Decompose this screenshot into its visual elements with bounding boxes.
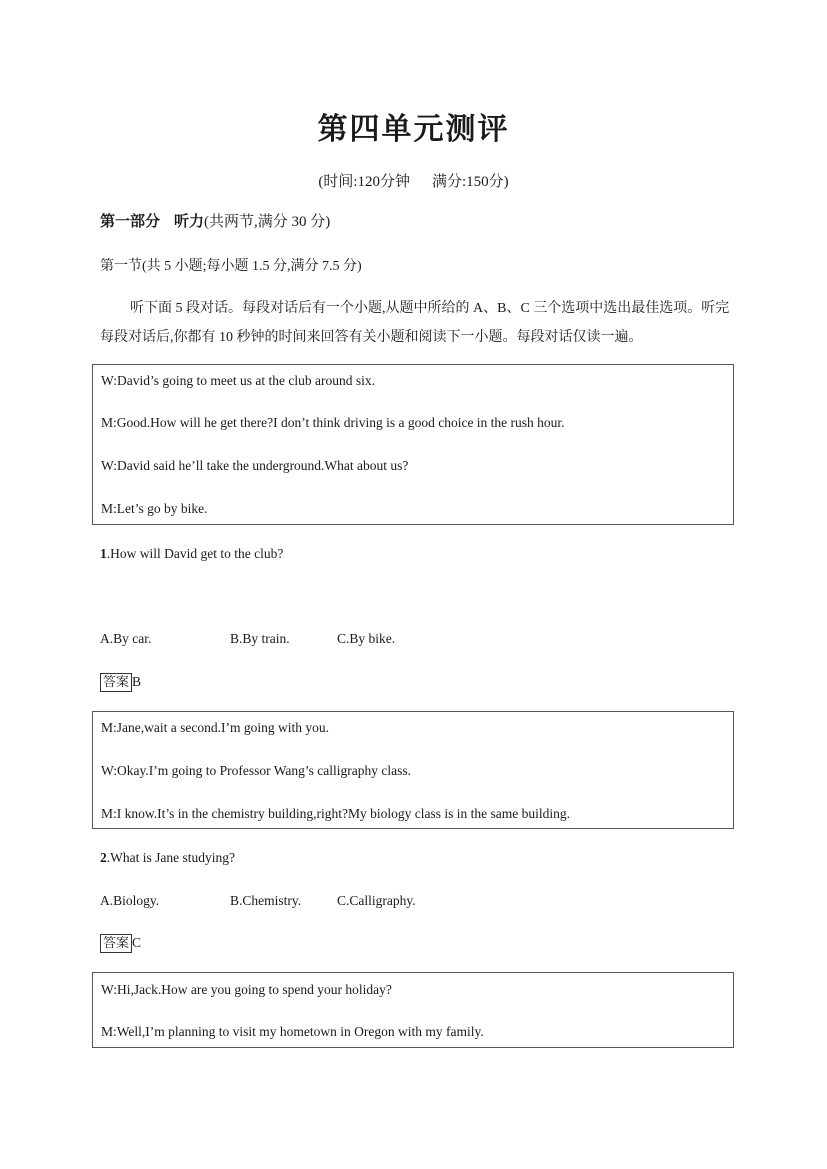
question-text: .How will David get to the club?	[106, 546, 284, 561]
section-heading: 第一节(共 5 小题;每小题 1.5 分,满分 7.5 分)	[100, 259, 362, 274]
answer-2	[100, 934, 141, 953]
option-b: B.By train.	[230, 631, 290, 646]
page-title: 第四单元测评	[317, 112, 510, 147]
dialog-line: M:Jane,wait a second.I’m going with you.	[101, 720, 329, 735]
dialog-line: W:David said he’ll take the underground.What about us?	[101, 458, 409, 473]
option-a: A.Biology.	[100, 893, 160, 908]
section-instructions: 听下面 5 段对话。每段对话后有一个小题,从题中所给的 A、B、C 三个选项中选出最佳选项。听完每段对话后,你都有 10 秒钟的时间来回答有关小题和阅读下一小题。每段对话仅读一遍。	[100, 301, 730, 345]
dialog-box-3	[92, 972, 734, 1048]
dialog-line: M:Let’s go by bike.	[101, 501, 208, 516]
exam-score: 满分:150分)	[432, 174, 509, 190]
dialog-line: W:Okay.I’m going to Professor Wang’s calligraphy class.	[101, 763, 411, 778]
question-number: 2	[100, 850, 107, 865]
dialog-line: M:Well,I’m planning to visit my hometown in Oregon with my family.	[101, 1024, 484, 1039]
option-a: A.By car.	[100, 631, 152, 646]
dialog-line: M:I know.It’s in the chemistry building,right?My biology class is in the same building.	[101, 806, 570, 821]
part-name: 第一部分	[100, 212, 161, 230]
dialog-box-2	[92, 711, 734, 829]
answer-value: B	[132, 674, 142, 689]
answer-label: 答案	[100, 934, 132, 953]
dialog-line: W:Hi,Jack.How are you going to spend your holiday?	[101, 982, 392, 997]
answer-label: 答案	[100, 673, 132, 692]
question-text: .What is Jane studying?	[106, 850, 235, 865]
dialog-line: W:David’s going to meet us at the club around six.	[101, 373, 375, 388]
part-heading	[100, 210, 330, 231]
dialog-box-1	[92, 364, 734, 525]
question-number: 1	[100, 546, 107, 561]
answer-1	[100, 673, 141, 692]
part-detail: (共两节,满分 30 分)	[204, 214, 331, 230]
option-b: B.Chemistry.	[230, 893, 302, 908]
exam-time: (时间:120分钟	[318, 174, 410, 190]
question-1	[100, 546, 283, 562]
answer-value: C	[132, 935, 142, 950]
dialog-line: M:Good.How will he get there?I don’t think driving is a good choice in the rush hour.	[101, 415, 565, 430]
option-c: C.Calligraphy.	[337, 893, 416, 908]
exam-info	[0, 170, 827, 191]
option-c: C.By bike.	[337, 631, 396, 646]
question-2	[100, 850, 235, 866]
part-topic: 听力	[174, 212, 205, 230]
